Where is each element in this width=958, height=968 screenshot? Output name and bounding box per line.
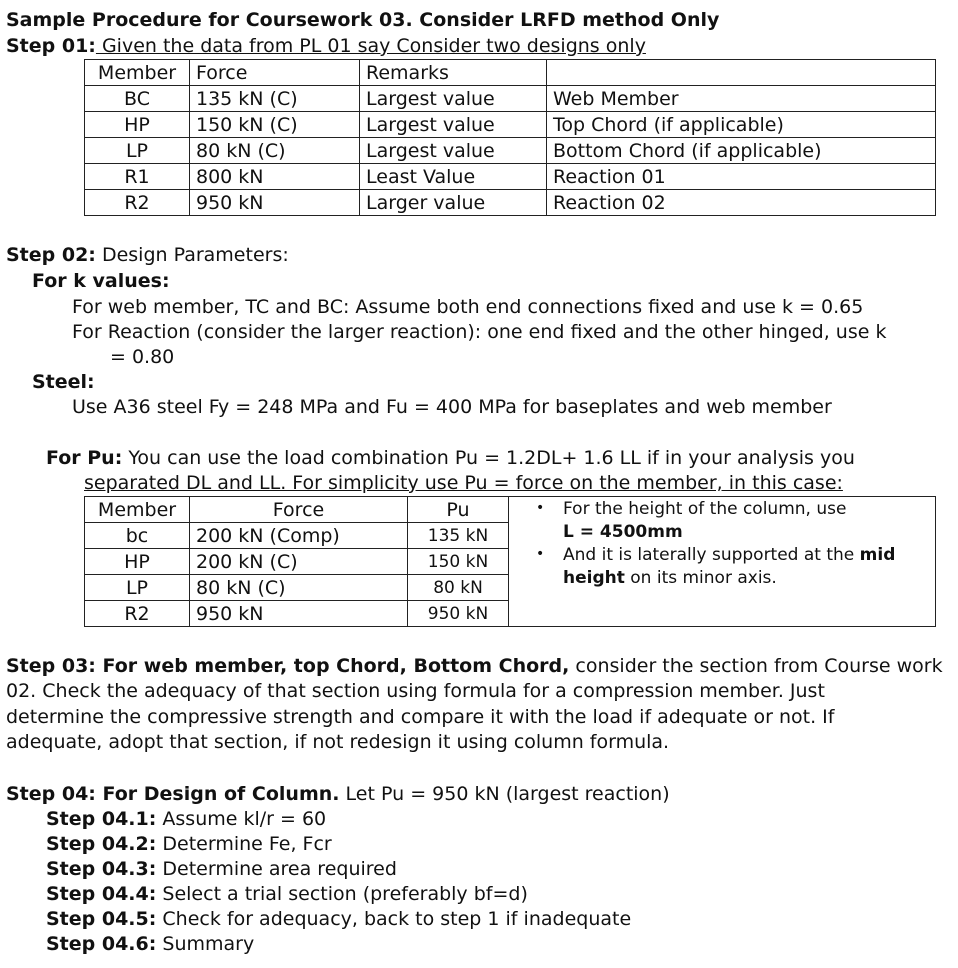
step-02-heading — [6, 243, 289, 267]
substep-04-3 — [46, 857, 397, 881]
step-04-text: Let Pu = 950 kN (largest reaction) — [339, 783, 670, 805]
pu-text: You can use the load combination Pu = 1.2DL+ 1.6 LL if in your analysis you — [122, 447, 855, 469]
page-title: Sample Procedure for Coursework 03. Consider LRFD method Only — [6, 9, 720, 31]
cell-force: 950 kN — [190, 601, 408, 627]
substep-text: Assume kl/r = 60 — [156, 808, 327, 830]
cell-force: 150 kN (C) — [190, 112, 360, 138]
table-row — [85, 86, 936, 112]
substep-text: Summary — [156, 933, 255, 955]
substep-label: Step 04.5: — [46, 908, 157, 930]
header-force: Force — [190, 60, 360, 86]
substep-04-2 — [46, 832, 332, 856]
step-04-heading — [6, 782, 670, 806]
k-line-2b: = 0.80 — [110, 346, 175, 368]
cell-role: Top Chord (if applicable) — [547, 112, 936, 138]
cell-pu: 150 kN — [408, 549, 509, 575]
cell-remarks: Largest value — [360, 138, 547, 164]
step-03-line-2: 02. Check the adequacy of that section using formula for a compression member. Just — [6, 680, 825, 702]
substep-label: Step 04.3: — [46, 858, 157, 880]
substep-text: Determine Fe, Fcr — [156, 833, 332, 855]
note-2-text-b: mid — [859, 545, 896, 565]
substep-label: Step 04.4: — [46, 883, 157, 905]
cell-role: Bottom Chord (if applicable) — [547, 138, 936, 164]
substep-text: Check for adequacy, back to step 1 if inadequate — [156, 908, 632, 930]
substep-04-1 — [46, 807, 326, 831]
cell-remarks: Larger value — [360, 190, 547, 216]
pu-label: For Pu: — [46, 447, 123, 469]
substep-text: Select a trial section (preferably bf=d) — [156, 883, 528, 905]
header-member: Member — [85, 497, 190, 523]
header-pu: Pu — [408, 497, 509, 523]
cell-member: LP — [85, 138, 190, 164]
steel-line: Use A36 steel Fy = 248 MPa and Fu = 400 MPa for baseplates and web member — [72, 396, 832, 418]
table-row — [85, 112, 936, 138]
step-04-label: Step 04: For Design of Column. — [6, 783, 340, 805]
cell-member: R2 — [85, 190, 190, 216]
cell-member: BC — [85, 86, 190, 112]
cell-remarks: Largest value — [360, 86, 547, 112]
substep-04-6 — [46, 932, 254, 956]
cell-pu: 950 kN — [408, 601, 509, 627]
cell-member: HP — [85, 549, 190, 575]
note-2-line-1 — [563, 544, 895, 566]
k-values-heading: For k values: — [32, 270, 170, 292]
cell-force: 135 kN (C) — [190, 86, 360, 112]
cell-remarks: Largest value — [360, 112, 547, 138]
bullet-2: • — [536, 546, 545, 562]
step-02-label: Step 02: — [6, 244, 96, 266]
step-03-line-3: determine the compressive strength and compare it with the load if adequate or not. If — [6, 706, 835, 728]
table-row — [85, 164, 936, 190]
cell-role: Reaction 01 — [547, 164, 936, 190]
cell-force: 80 kN (C) — [190, 575, 408, 601]
table-row — [85, 190, 936, 216]
cell-force: 200 kN (C) — [190, 549, 408, 575]
note-1-line-1: For the height of the column, use — [563, 499, 847, 519]
cell-force: 80 kN (C) — [190, 138, 360, 164]
substep-label: Step 04.1: — [46, 808, 157, 830]
pu-line-1 — [46, 446, 855, 470]
bullet-1: • — [536, 500, 545, 516]
cell-force: 800 kN — [190, 164, 360, 190]
header-force: Force — [190, 497, 408, 523]
header-member: Member — [85, 60, 190, 86]
note-1-line-2: L = 4500mm — [563, 522, 683, 542]
note-2-line-2 — [563, 567, 777, 589]
step-01-label: Step 01: — [6, 35, 96, 57]
table-row — [85, 138, 936, 164]
cell-force: 950 kN — [190, 190, 360, 216]
steel-heading: Steel: — [32, 371, 95, 393]
step-03-label: Step 03: For web member, top Chord, Bottom Chord, — [6, 655, 570, 677]
cell-member: bc — [85, 523, 190, 549]
k-line-1: For web member, TC and BC: Assume both end connections fixed and use k = 0.65 — [72, 296, 864, 318]
cell-pu: 135 kN — [408, 523, 509, 549]
substep-04-5 — [46, 907, 631, 931]
header-blank — [547, 60, 936, 86]
substep-label: Step 04.6: — [46, 933, 157, 955]
cell-member: HP — [85, 112, 190, 138]
cell-member: LP — [85, 575, 190, 601]
cell-member: R2 — [85, 601, 190, 627]
note-2-text-a: And it is laterally supported at the — [563, 545, 860, 565]
step-03-line-1 — [6, 654, 943, 678]
cell-remarks: Least Value — [360, 164, 547, 190]
header-remarks: Remarks — [360, 60, 547, 86]
step-01-text: Given the data from PL 01 say Consider two designs only — [95, 35, 646, 57]
forces-table — [84, 59, 936, 216]
cell-member: R1 — [85, 164, 190, 190]
cell-role: Reaction 02 — [547, 190, 936, 216]
note-2-text-d: on its minor axis. — [624, 568, 777, 588]
substep-04-4 — [46, 882, 528, 906]
step-03-line-4: adequate, adopt that section, if not redesign it using column formula. — [6, 731, 670, 753]
table-header-row — [85, 60, 936, 86]
k-line-2a: For Reaction (consider the larger reaction): one end fixed and the other hinged, use k — [72, 321, 887, 343]
pu-line-2: separated DL and LL. For simplicity use Pu = force on the member, in this case: — [84, 472, 843, 494]
cell-pu: 80 kN — [408, 575, 509, 601]
step-01-heading — [6, 34, 646, 58]
cell-force: 200 kN (Comp) — [190, 523, 408, 549]
note-2-text-c: height — [563, 568, 625, 588]
step-03-text-1: consider the section from Course work — [569, 655, 943, 677]
substep-text: Determine area required — [156, 858, 397, 880]
cell-role: Web Member — [547, 86, 936, 112]
step-02-text: Design Parameters: — [95, 244, 289, 266]
substep-label: Step 04.2: — [46, 833, 157, 855]
